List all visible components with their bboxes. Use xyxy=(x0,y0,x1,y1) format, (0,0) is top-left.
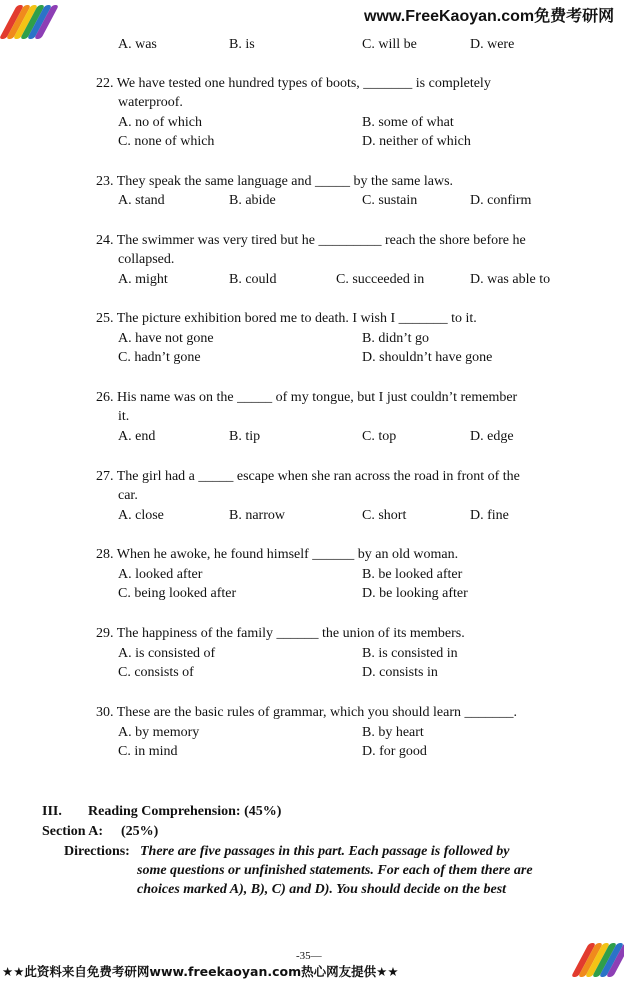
option: C. hadn’t gone xyxy=(118,350,201,365)
option: D. edge xyxy=(470,429,514,444)
option: A. might xyxy=(118,272,168,287)
option: C. being looked after xyxy=(118,586,237,601)
directions-label: Directions: xyxy=(64,844,130,859)
option: B. narrow xyxy=(229,508,285,523)
subsection-percent: (25%) xyxy=(121,824,159,839)
section-number: III. xyxy=(42,804,62,819)
question-26-cont: it. xyxy=(118,409,130,424)
option: A. looked after xyxy=(118,567,203,582)
question-22: 22. We have tested one hundred types of boots, _______ is completely xyxy=(96,76,491,91)
question-25: 25. The picture exhibition bored me to death. I wish I _______ to it. xyxy=(96,311,477,326)
directions-text: some questions or unfinished statements. For each of them there are xyxy=(137,863,533,878)
question-30: 30. These are the basic rules of grammar, which you should learn _______. xyxy=(96,705,518,720)
footer-notice: ★★此资料来自免费考研网www.freekaoyan.com热心网友提供★★ xyxy=(2,964,399,979)
question-29: 29. The happiness of the family ______ the union of its members. xyxy=(96,626,465,641)
question-22-cont: waterproof. xyxy=(118,95,183,110)
question-27-cont: car. xyxy=(118,488,138,503)
header-site-url[interactable]: www.FreeKaoyan.com免费考研网 xyxy=(364,8,615,25)
option: A. end xyxy=(118,429,156,444)
question-23: 23. They speak the same language and _____ by the same laws. xyxy=(96,174,454,189)
option: C. short xyxy=(362,508,407,523)
option: D. be looking after xyxy=(362,586,468,601)
option: B. abide xyxy=(229,193,276,208)
option: D. consists in xyxy=(362,665,438,680)
option: B. is xyxy=(229,37,255,52)
option: D. was able to xyxy=(470,272,551,287)
option: C. in mind xyxy=(118,744,178,759)
option: C. consists of xyxy=(118,665,194,680)
directions-text: There are five passages in this part. Each passage is followed by xyxy=(140,844,510,859)
option: B. be looked after xyxy=(362,567,463,582)
option: B. by heart xyxy=(362,725,424,740)
footer-logo xyxy=(576,942,622,978)
option: B. some of what xyxy=(362,115,454,130)
site-logo xyxy=(4,4,50,40)
option: D. confirm xyxy=(470,193,532,208)
subsection-label: Section A: xyxy=(42,824,104,839)
option: A. stand xyxy=(118,193,165,208)
option: D. shouldn’t have gone xyxy=(362,350,493,365)
option: C. none of which xyxy=(118,134,215,149)
section-title: Reading Comprehension: (45%) xyxy=(88,804,282,819)
option: A. was xyxy=(118,37,157,52)
option: B. could xyxy=(229,272,277,287)
option: A. is consisted of xyxy=(118,646,216,661)
option: A. close xyxy=(118,508,164,523)
page-number: -35— xyxy=(296,950,322,962)
option: A. by memory xyxy=(118,725,200,740)
option: C. top xyxy=(362,429,397,444)
question-27: 27. The girl had a _____ escape when she ran across the road in front of the xyxy=(96,469,520,484)
option: B. didn’t go xyxy=(362,331,430,346)
option: D. neither of which xyxy=(362,134,471,149)
option: D. for good xyxy=(362,744,427,759)
option: D. were xyxy=(470,37,515,52)
option: C. sustain xyxy=(362,193,418,208)
option: B. tip xyxy=(229,429,261,444)
option: A. no of which xyxy=(118,115,202,130)
option: D. fine xyxy=(470,508,509,523)
question-28: 28. When he awoke, he found himself ______ by an old woman. xyxy=(96,547,459,562)
option: C. succeeded in xyxy=(336,272,425,287)
directions-text: choices marked A), B), C) and D). You should decide on the best xyxy=(137,882,507,897)
option: C. will be xyxy=(362,37,417,52)
question-26: 26. His name was on the _____ of my tongue, but I just couldn’t remember xyxy=(96,390,518,405)
question-24: 24. The swimmer was very tired but he _________ reach the shore before he xyxy=(96,233,526,248)
option: A. have not gone xyxy=(118,331,214,346)
question-24-cont: collapsed. xyxy=(118,252,175,267)
option: B. is consisted in xyxy=(362,646,458,661)
